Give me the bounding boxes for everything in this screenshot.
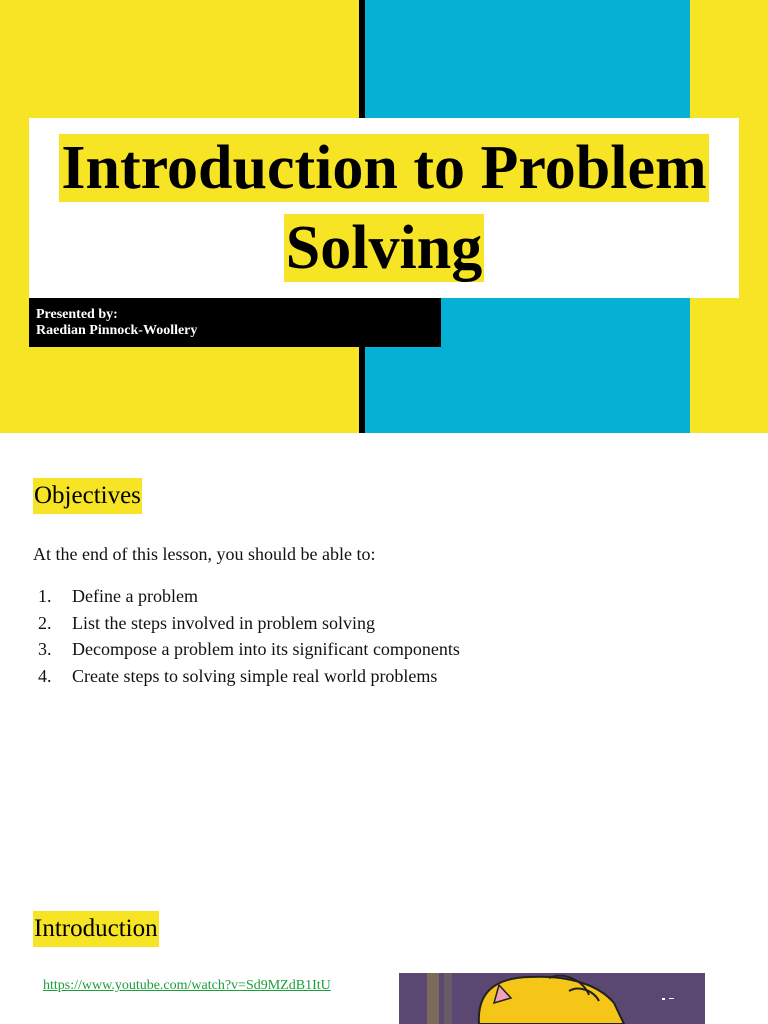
list-text: Create steps to solving simple real world problems: [72, 665, 438, 686]
list-text: Define a problem: [72, 586, 198, 606]
title-box: [29, 118, 739, 298]
cartoon-cat-icon: [399, 973, 705, 1024]
list-number: 1.: [38, 586, 52, 606]
list-item: [38, 636, 460, 663]
youtube-link[interactable]: https://www.youtube.com/watch?v=Sd9MZdB1ItU: [43, 978, 331, 993]
objectives-list: [38, 583, 460, 689]
video-thumbnail[interactable]: [399, 973, 705, 1024]
objectives-heading: Objectives: [33, 478, 142, 514]
title-line-2: Solving: [285, 214, 483, 282]
objectives-intro: At the end of this lesson, you should be able to:: [33, 544, 376, 564]
title-slide: [0, 0, 768, 433]
presented-by-label: Presented by:: [36, 307, 118, 322]
title-line-1: Introduction to Problem: [61, 134, 707, 202]
list-text: Decompose a problem into its significant components: [72, 639, 460, 659]
slide-title: [29, 128, 739, 288]
list-item: [38, 663, 460, 690]
list-item: [38, 583, 460, 610]
introduction-heading: Introduction: [33, 911, 159, 947]
list-item: [38, 610, 460, 637]
list-number: 4.: [38, 665, 52, 686]
list-text: List the steps involved in problem solving: [72, 612, 375, 633]
list-number: 3.: [38, 639, 52, 659]
presenter-box: [29, 298, 441, 347]
presenter-name: Raedian Pinnock-Woollery: [36, 323, 198, 338]
list-number: 2.: [38, 612, 52, 633]
